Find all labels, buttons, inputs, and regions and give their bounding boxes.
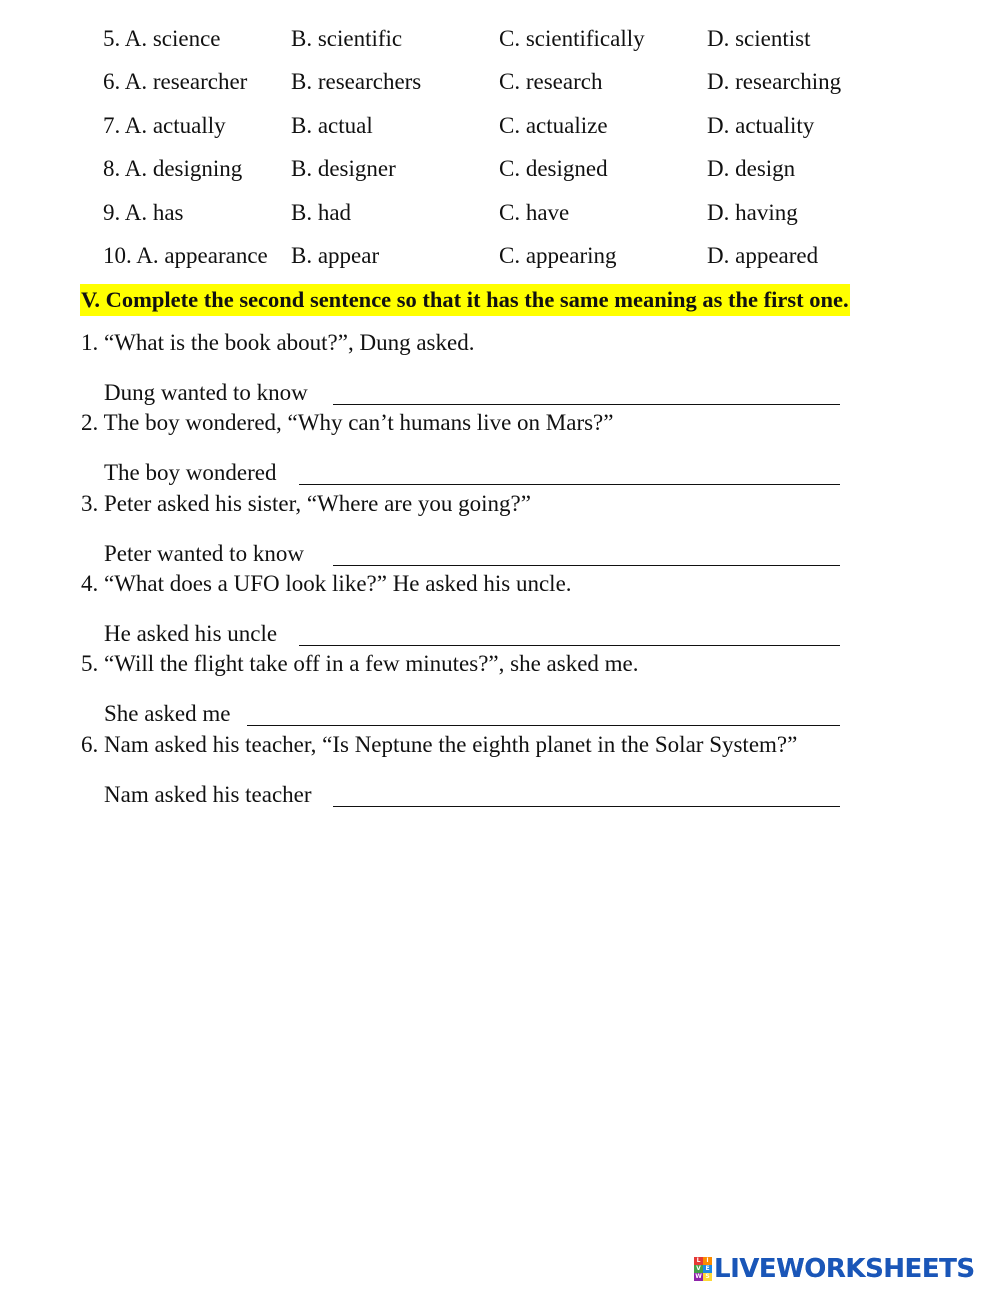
option-a: 10. A. appearance xyxy=(103,243,268,268)
option-c: C. scientifically xyxy=(499,26,645,51)
question-prompt: 1. “What is the book about?”, Dung asked. xyxy=(81,330,475,355)
liveworksheets-logo-icon xyxy=(694,1257,712,1281)
question-prompt: 2. The boy wondered, “Why can’t humans live on Mars?” xyxy=(81,410,614,435)
answer-line xyxy=(104,458,844,488)
answer-blank[interactable] xyxy=(333,404,840,405)
answer-stem: Peter wanted to know xyxy=(104,541,304,566)
logo-mark-letter: E xyxy=(703,1265,712,1273)
option-b: B. appear xyxy=(291,243,380,268)
logo-mark-letter: L xyxy=(694,1257,703,1265)
answer-stem: Nam asked his teacher xyxy=(104,782,312,807)
answer-line xyxy=(104,619,844,649)
logo-mark-letter: V xyxy=(694,1265,703,1273)
answer-line xyxy=(104,378,844,408)
option-a: 6. A. researcher xyxy=(103,69,248,94)
answer-line xyxy=(104,539,844,569)
option-row xyxy=(0,238,1000,274)
logo-mark-letter: W xyxy=(695,1273,702,1280)
answer-blank[interactable] xyxy=(333,565,840,566)
option-c: C. appearing xyxy=(499,243,617,268)
option-c: C. have xyxy=(499,200,570,225)
option-d: D. having xyxy=(707,200,798,225)
answer-blank[interactable] xyxy=(299,645,840,646)
question-prompt: 6. Nam asked his teacher, “Is Neptune the eighth planet in the Solar System?” xyxy=(81,732,798,757)
answer-blank[interactable] xyxy=(333,806,840,807)
option-b: B. had xyxy=(291,200,352,225)
option-row xyxy=(0,195,1000,231)
answer-stem: Dung wanted to know xyxy=(104,380,308,405)
option-d: D. design xyxy=(707,156,796,181)
logo-text: LIVEWORKSHEETS xyxy=(714,1254,975,1284)
option-d: D. actuality xyxy=(707,113,815,138)
option-a: 5. A. science xyxy=(103,26,221,51)
liveworksheets-logo xyxy=(694,1256,975,1282)
option-row xyxy=(0,64,1000,100)
option-c: C. actualize xyxy=(499,113,608,138)
option-d: D. scientist xyxy=(707,26,811,51)
option-row xyxy=(0,108,1000,144)
option-d: D. researching xyxy=(707,69,842,94)
section-heading: V. Complete the second sentence so that it has the same meaning as the first one. xyxy=(80,284,850,316)
option-b: B. scientific xyxy=(291,26,403,51)
question-prompt: 4. “What does a UFO look like?” He asked his uncle. xyxy=(81,571,572,596)
answer-stem: He asked his uncle xyxy=(104,621,278,646)
option-a: 9. A. has xyxy=(103,200,184,225)
logo-mark-letter: I xyxy=(703,1257,712,1265)
answer-stem: She asked me xyxy=(104,701,231,726)
option-b: B. researchers xyxy=(291,69,422,94)
option-d: D. appeared xyxy=(707,243,819,268)
option-a: 7. A. actually xyxy=(103,113,226,138)
option-c: C. designed xyxy=(499,156,608,181)
option-row xyxy=(0,21,1000,57)
option-c: C. research xyxy=(499,69,603,94)
answer-line xyxy=(104,780,844,810)
answer-stem: The boy wondered xyxy=(104,460,277,485)
option-a: 8. A. designing xyxy=(103,156,243,181)
logo-mark-letter: S xyxy=(703,1273,712,1281)
option-b: B. designer xyxy=(291,156,396,181)
answer-line xyxy=(104,699,844,729)
question-prompt: 5. “Will the flight take off in a few minutes?”, she asked me. xyxy=(81,651,639,676)
question-prompt: 3. Peter asked his sister, “Where are you going?” xyxy=(81,491,531,516)
option-row xyxy=(0,151,1000,187)
answer-blank[interactable] xyxy=(247,725,840,726)
option-b: B. actual xyxy=(291,113,373,138)
answer-blank[interactable] xyxy=(299,484,840,485)
